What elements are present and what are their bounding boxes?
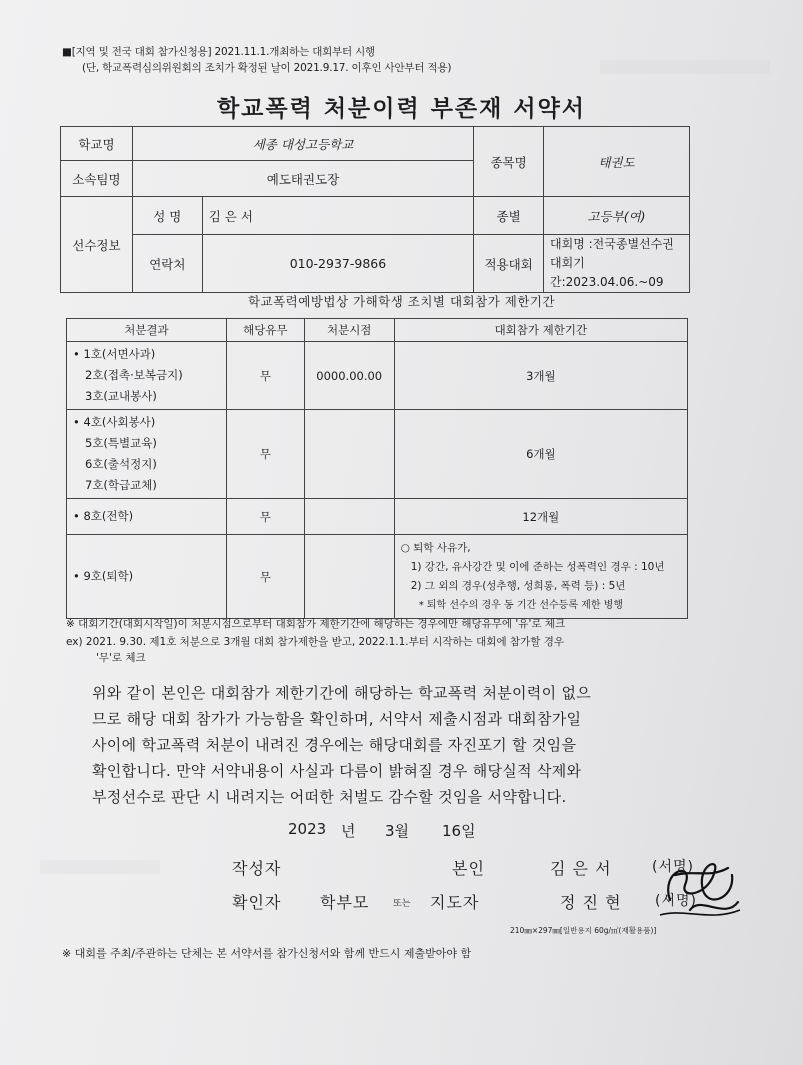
competition-label: 적용대회 xyxy=(474,235,544,293)
competition-name: 대회명 :전국종별선수권 xyxy=(550,237,674,251)
disposition-item: • 1호(서면사과) xyxy=(73,347,156,361)
expulsion-note: ○ 퇴학 사유가, xyxy=(400,541,471,554)
writer-label: 작성자 xyxy=(232,859,282,878)
applicant-info-table xyxy=(60,126,690,293)
expulsion-period-cell xyxy=(394,535,687,619)
disposition-item: • 9호(퇴학) xyxy=(73,569,134,583)
handwritten-signature xyxy=(640,840,750,930)
applicable-cell: 무 xyxy=(226,342,304,410)
disposition-cell xyxy=(67,342,227,410)
applicable-cell: 무 xyxy=(226,535,304,619)
disposition-date-cell xyxy=(304,410,394,499)
column-header: 해당유무 xyxy=(226,319,304,342)
expulsion-note: 2) 그 외의 경우(성추행, 성희롱, 폭력 등) : 5년 xyxy=(410,579,626,592)
competition-period: 대회기간:2023.04.06.~09 xyxy=(550,256,664,289)
pledge-line: 부정선수로 판단 시 내려지는 어떠한 처벌도 감수할 것임을 서약합니다. xyxy=(92,788,567,806)
date-day: 16일 xyxy=(442,822,476,840)
bleed-through-mark xyxy=(40,860,160,874)
confirm-role-coach: 지도자 xyxy=(430,893,480,912)
column-header: 처분결과 xyxy=(67,319,227,342)
writer-name: 김 은 서 xyxy=(550,859,612,878)
writer-role: 본인 xyxy=(452,859,485,878)
disposition-item: 7호(학급교체) xyxy=(85,478,157,492)
school-value: 세종 대성고등학교 xyxy=(132,127,473,161)
disposition-item: 3호(교내봉사) xyxy=(85,389,157,403)
contact-label: 연락처 xyxy=(132,235,202,293)
table-row xyxy=(67,410,688,499)
contact-value: 010-2937-9866 xyxy=(202,235,473,293)
pledge-line: 위와 같이 본인은 대회참가 제한기간에 해당하는 학교폭력 처분이력이 없으 xyxy=(92,684,592,702)
name-label: 성 명 xyxy=(132,197,202,235)
restriction-period-cell: 6개월 xyxy=(394,410,687,499)
competition-cell xyxy=(544,235,690,293)
date-year-unit: 년 xyxy=(341,822,356,840)
notice-line-1: ■[지역 및 전국 대회 참가신청용] 2021.11.1.개최하는 대회부터 시행 xyxy=(62,46,375,58)
pledge-text xyxy=(92,680,712,810)
pledge-line: 확인합니다. 만약 서약내용이 사실과 다름이 밝혀질 경우 해당실적 삭제와 xyxy=(92,762,582,780)
pledge-line: 므로 해당 대회 참가가 가능함을 확인하며, 서약서 제출시점과 대회참가일 xyxy=(92,710,582,728)
footnote-2: ex) 2021. 9.30. 제1호 처분으로 3개월 대회 참가제한을 받고, 2022.1.1.부터 시작하는 대회에 참가할 경우 xyxy=(66,636,564,648)
confirm-or: 또는 xyxy=(393,899,411,909)
event-value: 태권도 xyxy=(544,127,690,197)
restriction-table xyxy=(66,318,688,619)
disposition-date-cell xyxy=(304,535,394,619)
writer-seal-label: (서명) xyxy=(652,859,694,875)
disposition-cell xyxy=(67,499,227,535)
event-label: 종목명 xyxy=(474,127,544,197)
disposition-item: • 4호(사회봉사) xyxy=(73,415,156,429)
confirm-label: 확인자 xyxy=(232,893,282,912)
confirm-name: 정 진 현 xyxy=(560,893,622,912)
disposition-date-cell xyxy=(304,499,394,535)
disposition-item: • 8호(전학) xyxy=(73,509,134,523)
applicable-cell: 무 xyxy=(226,410,304,499)
table-row xyxy=(67,535,688,619)
footer-note: ※ 대회를 주최/주관하는 단체는 본 서약서를 참가신청서와 함께 반드시 제출받아야 함 xyxy=(62,947,472,960)
confirm-role-parent: 학부모 xyxy=(320,893,370,912)
name-value: 김 은 서 xyxy=(202,197,473,235)
disposition-cell xyxy=(67,535,227,619)
category-value: 고등부(여) xyxy=(544,197,690,235)
restriction-subtitle: 학교폭력예방법상 가해학생 조치별 대회참가 제한기간 xyxy=(247,294,556,309)
column-header: 처분시점 xyxy=(304,319,394,342)
footnote-3: '무'로 체크 xyxy=(96,652,146,664)
category-label: 종별 xyxy=(474,197,544,235)
restriction-period-cell: 12개월 xyxy=(394,499,687,535)
disposition-item: 2호(접촉·보복금지) xyxy=(85,368,183,382)
disposition-item: 6호(출석정지) xyxy=(85,457,157,471)
applicable-cell: 무 xyxy=(226,499,304,535)
team-label: 소속팀명 xyxy=(61,161,133,197)
team-value: 예도태권도장 xyxy=(132,161,473,197)
table-row xyxy=(67,499,688,535)
disposition-cell xyxy=(67,410,227,499)
date-year: 2023 xyxy=(288,820,327,838)
school-label: 학교명 xyxy=(61,127,133,161)
restriction-period-cell: 3개월 xyxy=(394,342,687,410)
disposition-date-cell: 0000.00.00 xyxy=(304,342,394,410)
notice-line-2: (단, 학교폭력심의위원회의 조치가 확정된 날이 2021.9.17. 이후인 사안부터 적용) xyxy=(82,62,452,74)
confirm-seal-label: (서명) xyxy=(655,893,697,909)
table-row xyxy=(67,342,688,410)
bleed-through-mark xyxy=(600,60,770,74)
column-header: 대회참가 제한기간 xyxy=(394,319,687,342)
paper-spec: 210㎜×297㎜[일반용지 60g/㎡(재활용품)] xyxy=(510,926,657,935)
player-info-label: 선수정보 xyxy=(61,197,133,293)
expulsion-note: * 퇴학 선수의 경우 동 기간 선수등록 제한 병행 xyxy=(418,599,623,611)
document-title: 학교폭력 처분이력 부존재 서약서 xyxy=(216,96,587,122)
footnote-1: ※ 대회기간(대회시작일)이 처분시점으로부터 대회참가 제한기간에 해당하는 경우에만 해당유무에 '유'로 체크 xyxy=(66,618,566,630)
disposition-item: 5호(특별교육) xyxy=(85,436,157,450)
expulsion-note: 1) 강간, 유사강간 및 이에 준하는 성폭력인 경우 : 10년 xyxy=(410,560,665,573)
date-month: 3월 xyxy=(385,822,410,840)
pledge-line: 사이에 학교폭력 처분이 내려진 경우에는 해당대회를 자진포기 할 것임을 xyxy=(92,736,577,754)
